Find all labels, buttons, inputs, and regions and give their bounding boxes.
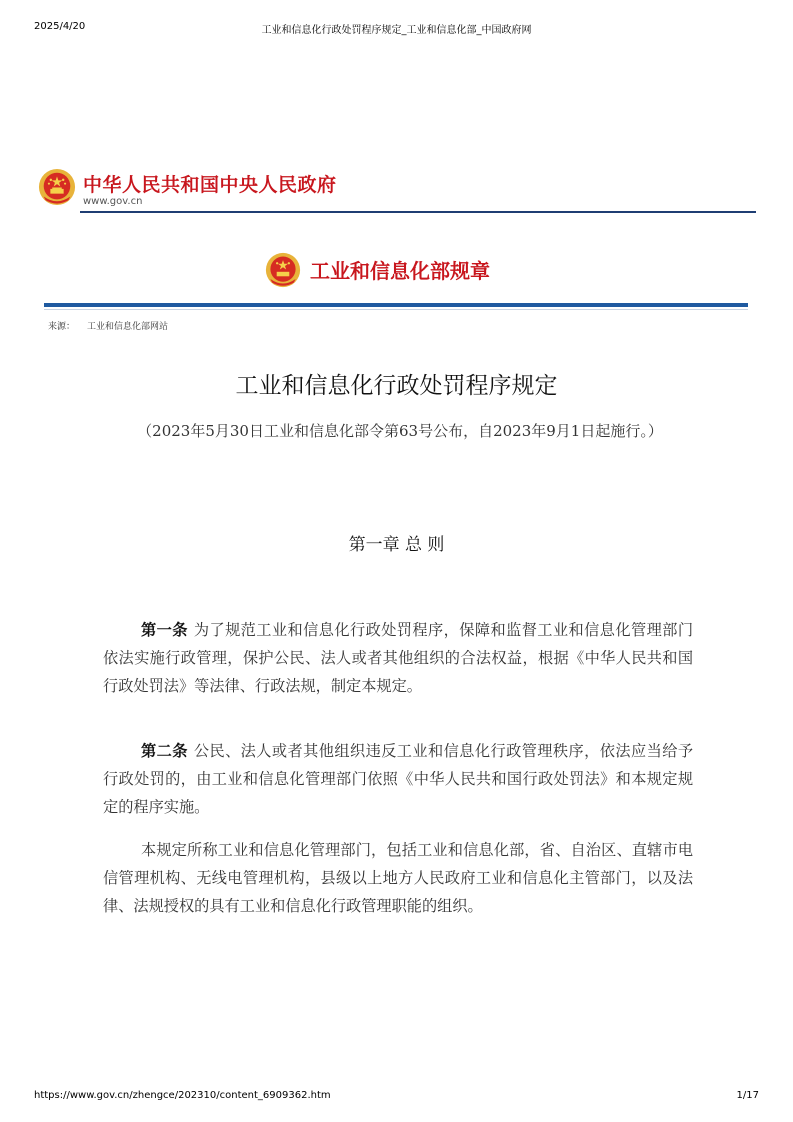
- article-paragraph: [103, 737, 693, 821]
- article-text: 公民、法人或者其他组织违反工业和信息化行政管理秩序，依法应当给予行政处罚的，由工业和信息化管理部门依照《中华人民共和国行政处罚法》和本规定规定的程序实施。: [103, 742, 694, 816]
- section-title: 工业和信息化部规章: [310, 259, 490, 283]
- article-text: 本规定所称工业和信息化管理部门，包括工业和信息化部，省、自治区、直辖市电信管理机构、无线电管理机构，县级以上地方人民政府工业和信息化主管部门，以及法律、法规授权的具有工业和信息化行政管理职能的组织。: [103, 841, 693, 915]
- print-date: 2025/4/20: [34, 21, 86, 32]
- document-title: 工业和信息化行政处罚程序规定: [235, 373, 558, 399]
- print-page-title: 工业和信息化行政处罚程序规定_工业和信息化部_中国政府网: [261, 25, 532, 36]
- promulgation-note: （2023年5月30日工业和信息化部令第63号公布，自2023年9月1日起施行。）: [137, 422, 663, 440]
- section-divider-thin: [44, 309, 748, 310]
- print-url: https://www.gov.cn/zhengce/202310/content_6909362.htm: [34, 1090, 331, 1101]
- header-divider: [80, 211, 756, 213]
- section-divider: [44, 303, 748, 307]
- print-page-number: 1/17: [736, 1090, 759, 1101]
- article-number: 第二条: [141, 742, 188, 760]
- article-paragraph: [103, 836, 693, 920]
- source-label: 来源：: [48, 322, 76, 332]
- chapter-heading: 第一章 总 则: [348, 535, 445, 555]
- ministry-emblem-icon: [265, 252, 301, 288]
- site-name[interactable]: 中华人民共和国中央人民政府: [83, 174, 337, 196]
- article-number: 第一条: [141, 621, 188, 639]
- site-url[interactable]: www.gov.cn: [83, 196, 143, 207]
- source-value: 工业和信息化部网站: [87, 322, 169, 332]
- article-text: 为了规范工业和信息化行政处罚程序，保障和监督工业和信息化管理部门依法实施行政管理，保护公民、法人或者其他组织的合法权益，根据《中华人民共和国行政处罚法》等法律、行政法规，制定本规定。: [103, 621, 694, 695]
- national-emblem-icon[interactable]: [38, 168, 76, 206]
- article-paragraph: [103, 616, 693, 700]
- source-line: [48, 319, 180, 332]
